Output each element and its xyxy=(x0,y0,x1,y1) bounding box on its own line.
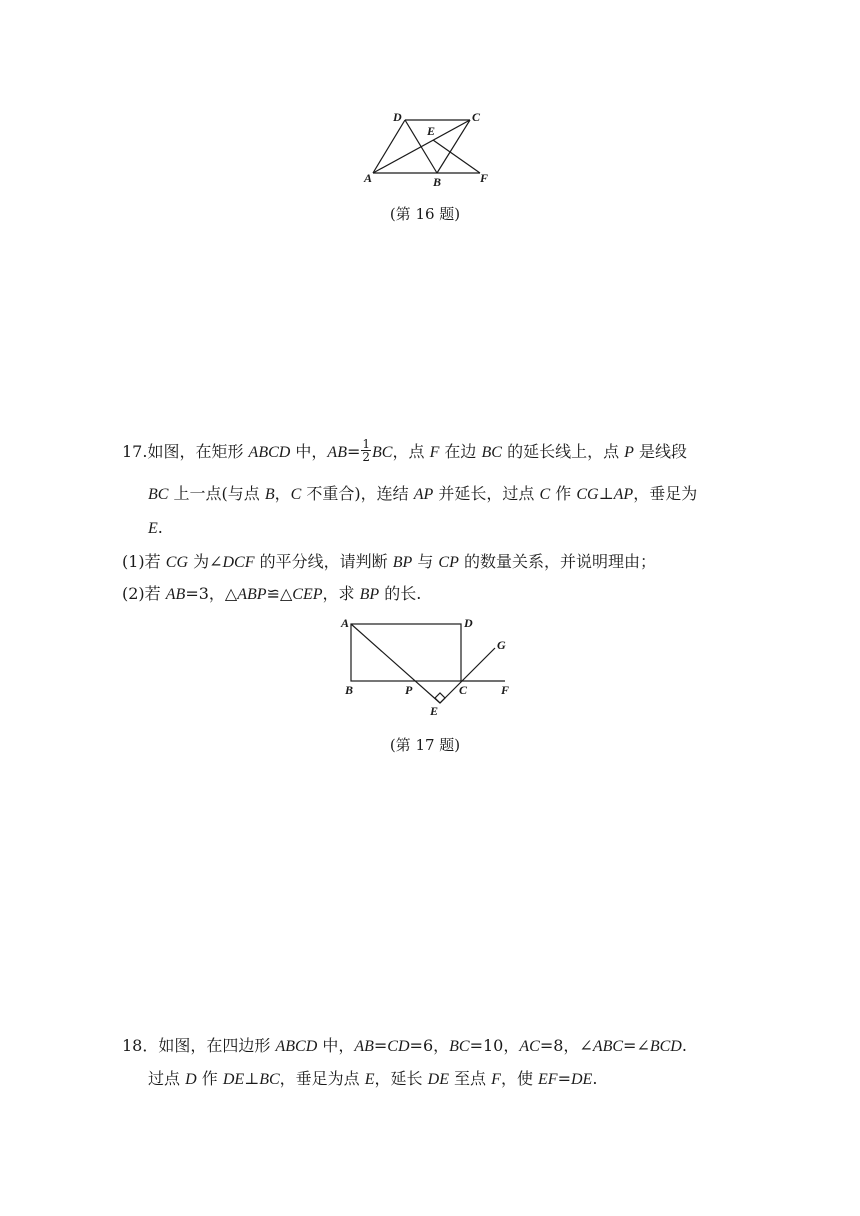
label-E: E xyxy=(430,704,439,718)
line-AE xyxy=(351,624,440,703)
label-A: A xyxy=(341,616,350,630)
label-C: C xyxy=(472,110,481,124)
q17-number: 17. xyxy=(122,442,148,461)
label-E: E xyxy=(427,124,436,138)
line-EG xyxy=(440,648,495,703)
label-F: F xyxy=(480,171,489,185)
q18-line-2: 过点 D 作 DE⊥BC，垂足为点 E，延长 DE 至点 F，使 EF=DE. xyxy=(148,1069,598,1088)
q17-part-1: (1)若 CG 为∠DCF 的平分线，请判断 BP 与 CP 的数量关系，并说明理由； xyxy=(122,552,656,571)
q17-line-1: 17.如图，在矩形 ABCD 中，AB= $\frac{1}{2}$ BC，点 F 在边 BC 的延长线上，点 P 是线段 xyxy=(122,437,688,464)
figure-17 xyxy=(335,612,525,722)
figure-16-diagram xyxy=(355,105,505,190)
label-A: A xyxy=(364,171,373,185)
label-P: P xyxy=(405,683,413,697)
q17-part-2: (2)若 AB=3，△ABP≌△CEP，求 BP 的长. xyxy=(122,584,422,603)
fraction-one-half: $\frac{1}{2}$ xyxy=(362,437,371,464)
label-B: B xyxy=(433,175,442,189)
figure-17-caption: (第 17 题) xyxy=(389,736,461,754)
label-D: D xyxy=(464,616,473,630)
figure-17-diagram xyxy=(335,612,525,722)
label-C: C xyxy=(459,683,468,697)
label-G: G xyxy=(497,638,506,652)
line-AD xyxy=(373,120,405,173)
figure-16-caption: (第 16 题) xyxy=(389,205,461,223)
label-D: D xyxy=(393,110,402,124)
q17-line-3: E. xyxy=(148,518,163,537)
right-angle-mark xyxy=(435,693,445,703)
label-F: F xyxy=(501,683,510,697)
figure-16 xyxy=(355,105,505,190)
q18-line-1: 18．如图，在四边形 ABCD 中，AB=CD=6，BC=10，AC=8，∠ABC=∠BCD. xyxy=(122,1036,687,1055)
q18-number: 18． xyxy=(122,1036,159,1055)
q17-line-2: BC 上一点(与点 B，C 不重合)，连结 AP 并延长，过点 C 作 CG⊥AP，垂足为 xyxy=(148,484,698,503)
label-B: B xyxy=(345,683,354,697)
